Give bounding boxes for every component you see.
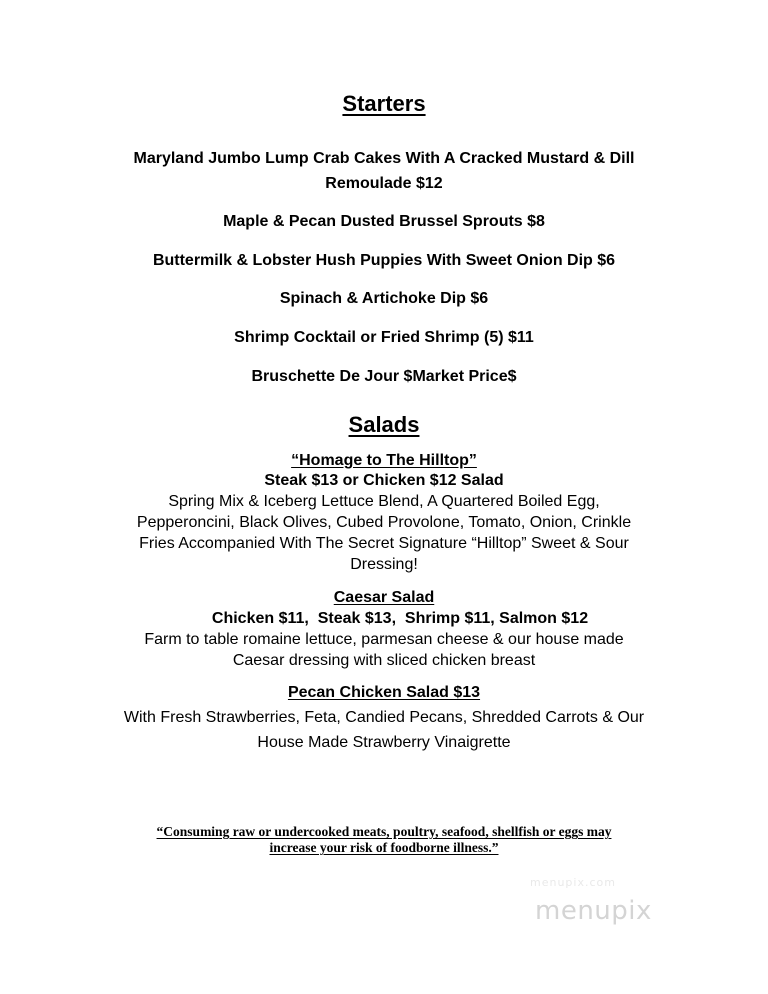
menupix-watermark-logo: menupix [535,896,652,926]
food-safety-disclaimer: “Consuming raw or undercooked meats, poultry, seafood, shellfish or eggs may [156,824,612,839]
food-safety-disclaimer-cont: increase your risk of foodborne illness.” [269,840,499,855]
salad-homage-desc-line: Pepperoncini, Black Olives, Cubed Provolone, Tomato, Onion, Crinkle [136,514,632,531]
salad-homage-desc-line: Spring Mix & Iceberg Lettuce Blend, A Quartered Boiled Egg, [168,493,600,510]
salad-pecan-desc-line: House Made Strawberry Vinaigrette [257,734,511,751]
salad-homage-desc-line: Fries Accompanied With The Secret Signature “Hilltop” Sweet & Sour [139,535,629,552]
salad-pecan-name: Pecan Chicken Salad $13 [287,684,481,701]
salad-pecan-desc-line: With Fresh Strawberries, Feta, Candied Pecans, Shredded Carrots & Our [123,709,645,726]
salad-caesar-name: Caesar Salad [333,589,435,606]
menu-item-crab-cakes: Maryland Jumbo Lump Crab Cakes With A Cracked Mustard & Dill [133,150,635,167]
starters-heading: Starters [342,91,426,116]
salad-homage-price: Steak $13 or Chicken $12 Salad [264,472,504,489]
salad-homage-name: “Homage to The Hilltop” [291,452,477,469]
watermark-url: menupix.com [530,876,616,889]
menu-item-brussel-sprouts: Maple & Pecan Dusted Brussel Sprouts $8 [223,213,545,230]
salads-heading: Salads [348,412,420,437]
salad-caesar-desc-line: Caesar dressing with sliced chicken breast [232,652,536,669]
menu-item-crab-cakes-cont: Remoulade $12 [325,175,443,192]
menu-item-bruschette: Bruschette De Jour $Market Price$ [251,368,517,385]
menu-item-hush-puppies: Buttermilk & Lobster Hush Puppies With Sweet Onion Dip $6 [152,252,616,269]
salad-caesar-desc-line: Farm to table romaine lettuce, parmesan cheese & our house made [144,631,624,648]
menu-item-spinach-dip: Spinach & Artichoke Dip $6 [279,290,489,307]
salad-homage-desc-line: Dressing! [350,556,418,573]
salad-caesar-price: Chicken $11, Steak $13, Shrimp $11, Salmon $12 [211,610,589,627]
menu-item-shrimp: Shrimp Cocktail or Fried Shrimp (5) $11 [234,329,534,346]
